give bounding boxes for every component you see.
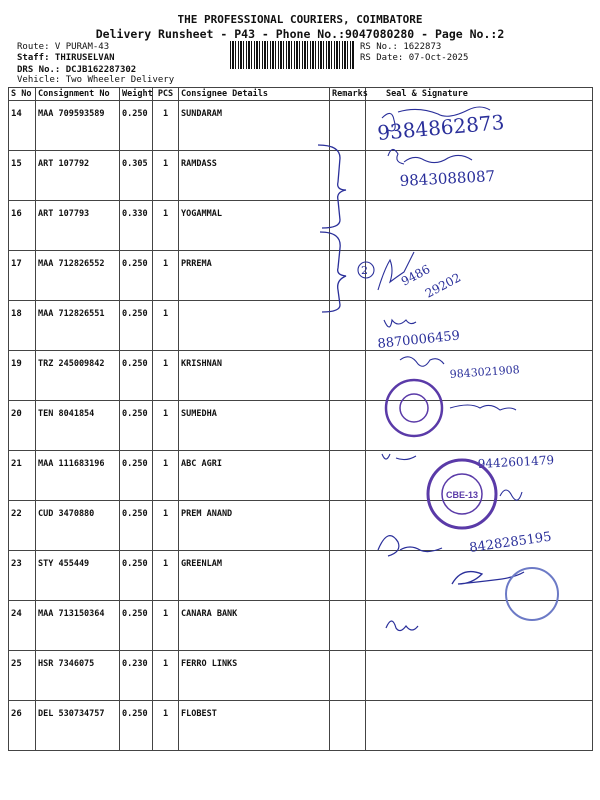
cell-weight: 0.250 xyxy=(120,351,153,401)
cell-consignee xyxy=(179,301,330,351)
table-row xyxy=(9,551,593,601)
cell-remarks xyxy=(330,351,366,401)
cell-consignment: ART 107793 xyxy=(36,201,120,251)
cell-weight: 0.250 xyxy=(120,301,153,351)
cell-pcs: 1 xyxy=(153,251,179,301)
cell-remarks xyxy=(330,201,366,251)
cell-sno: 17 xyxy=(9,251,36,301)
cell-consignee: FLOBEST xyxy=(179,701,330,751)
cell-remarks xyxy=(330,151,366,201)
runsheet-title: Delivery Runsheet - P43 - Phone No.:9047080280 - Page No.:2 xyxy=(95,27,505,41)
phone-15: 9843088087 xyxy=(399,167,496,190)
col-remarks: Remarks xyxy=(330,88,366,101)
cell-consignment: TRZ 245009842 xyxy=(36,351,120,401)
cell-pcs: 1 xyxy=(153,151,179,201)
cell-sno: 14 xyxy=(9,101,36,151)
table-row xyxy=(9,351,593,401)
cell-sno: 26 xyxy=(9,701,36,751)
cell-weight: 0.250 xyxy=(120,101,153,151)
cell-remarks xyxy=(330,651,366,701)
cell-weight: 0.250 xyxy=(120,251,153,301)
table-row xyxy=(9,601,593,651)
cell-weight: 0.305 xyxy=(120,151,153,201)
cell-remarks xyxy=(330,301,366,351)
cell-signature xyxy=(366,401,593,451)
rs-no-label: RS No.: 1622873 xyxy=(360,42,442,52)
drs-label: DRS No.: DCJB162287302 xyxy=(17,65,137,75)
col-signature: Seal & Signature xyxy=(366,88,593,101)
phone-18b: 29202 xyxy=(422,270,464,301)
cell-remarks xyxy=(330,501,366,551)
cell-signature xyxy=(366,551,593,601)
cell-consignee: YOGAMMAL xyxy=(179,201,330,251)
cell-remarks xyxy=(330,551,366,601)
cell-consignee: SUMEDHA xyxy=(179,401,330,451)
table-header-row xyxy=(9,88,593,101)
runsheet-table xyxy=(8,87,593,751)
cell-signature xyxy=(366,501,593,551)
cell-weight: 0.250 xyxy=(120,551,153,601)
cell-sno: 18 xyxy=(9,301,36,351)
cell-pcs: 1 xyxy=(153,651,179,701)
table-row xyxy=(9,201,593,251)
cell-remarks xyxy=(330,601,366,651)
cell-weight: 0.230 xyxy=(120,651,153,701)
cell-pcs: 1 xyxy=(153,501,179,551)
phone-19: 8870006459 xyxy=(376,328,461,352)
cell-pcs: 1 xyxy=(153,551,179,601)
col-sno: S No xyxy=(9,88,36,101)
cell-sno: 24 xyxy=(9,601,36,651)
cell-consignee: CANARA BANK xyxy=(179,601,330,651)
col-weight: Weight xyxy=(120,88,153,101)
col-pcs: PCS xyxy=(153,88,179,101)
cell-consignee: SUNDARAM xyxy=(179,101,330,151)
cell-consignment: MAA 712826551 xyxy=(36,301,120,351)
cell-consignment: HSR 7346075 xyxy=(36,651,120,701)
cell-consignment: MAA 111683196 xyxy=(36,451,120,501)
cell-consignee: PREM ANAND xyxy=(179,501,330,551)
barcode xyxy=(230,41,355,69)
cell-remarks xyxy=(330,251,366,301)
cell-sno: 19 xyxy=(9,351,36,401)
cell-sno: 15 xyxy=(9,151,36,201)
cell-signature xyxy=(366,251,593,301)
cell-weight: 0.330 xyxy=(120,201,153,251)
table-row xyxy=(9,501,593,551)
cell-signature xyxy=(366,701,593,751)
cell-signature xyxy=(366,201,593,251)
cell-pcs: 1 xyxy=(153,601,179,651)
cell-consignment: MAA 712826552 xyxy=(36,251,120,301)
cell-weight: 0.250 xyxy=(120,501,153,551)
cell-weight: 0.250 xyxy=(120,701,153,751)
cell-signature xyxy=(366,651,593,701)
cell-signature xyxy=(366,151,593,201)
cell-consignee: RAMDASS xyxy=(179,151,330,201)
cell-remarks xyxy=(330,701,366,751)
cell-sno: 22 xyxy=(9,501,36,551)
table-row xyxy=(9,701,593,751)
cell-consignment: DEL 530734757 xyxy=(36,701,120,751)
cell-pcs: 1 xyxy=(153,101,179,151)
cell-pcs: 1 xyxy=(153,401,179,451)
cell-consignment: MAA 713150364 xyxy=(36,601,120,651)
cell-pcs: 1 xyxy=(153,301,179,351)
cell-weight: 0.250 xyxy=(120,451,153,501)
table-row xyxy=(9,651,593,701)
cell-remarks xyxy=(330,101,366,151)
table-row xyxy=(9,451,593,501)
col-consignee: Consignee Details xyxy=(179,88,330,101)
cell-weight: 0.250 xyxy=(120,401,153,451)
cell-pcs: 1 xyxy=(153,451,179,501)
company-title: THE PROFESSIONAL COURIERS, COIMBATORE xyxy=(177,13,423,26)
route-label: Route: V PURAM-43 xyxy=(17,42,110,52)
staff-label: Staff: THIRUSELVAN xyxy=(17,53,115,63)
phone-14: 9384862873 xyxy=(376,109,506,145)
cell-consignment: CUD 3470880 xyxy=(36,501,120,551)
cell-consignment: STY 455449 xyxy=(36,551,120,601)
col-consignment: Consignment No xyxy=(36,88,120,101)
cell-signature xyxy=(366,601,593,651)
greenlam-stamp-center: CBE-13 xyxy=(445,490,479,500)
cell-pcs: 1 xyxy=(153,701,179,751)
cell-consignee: FERRO LINKS xyxy=(179,651,330,701)
cell-remarks xyxy=(330,451,366,501)
cell-signature xyxy=(366,451,593,501)
cell-consignment: ART 107792 xyxy=(36,151,120,201)
cell-sno: 16 xyxy=(9,201,36,251)
table-row xyxy=(9,101,593,151)
cell-consignee: PRREMA xyxy=(179,251,330,301)
rs-date-label: RS Date: 07-Oct-2025 xyxy=(360,53,469,63)
cell-pcs: 1 xyxy=(153,351,179,401)
cell-remarks xyxy=(330,401,366,451)
cell-consignee: ABC AGRI xyxy=(179,451,330,501)
cell-signature xyxy=(366,301,593,351)
phone-20: 9843021908 xyxy=(449,363,521,381)
cell-consignee: GREENLAM xyxy=(179,551,330,601)
cell-sno: 21 xyxy=(9,451,36,501)
phone-22: 9442601479 xyxy=(477,453,555,471)
table-row xyxy=(9,301,593,351)
cell-sno: 23 xyxy=(9,551,36,601)
cell-weight: 0.250 xyxy=(120,601,153,651)
table-row xyxy=(9,401,593,451)
cell-sno: 20 xyxy=(9,401,36,451)
table-row xyxy=(9,151,593,201)
cell-consignment: MAA 709593589 xyxy=(36,101,120,151)
cell-consignment: TEN 8041854 xyxy=(36,401,120,451)
phone-18a: 9486 xyxy=(398,261,433,289)
phone-24: 8428285195 xyxy=(468,529,553,556)
vehicle-label: Vehicle: Two Wheeler Delivery xyxy=(17,75,175,85)
cell-signature xyxy=(366,101,593,151)
cell-consignee: KRISHNAN xyxy=(179,351,330,401)
cell-signature xyxy=(366,351,593,401)
cell-pcs: 1 xyxy=(153,201,179,251)
cell-sno: 25 xyxy=(9,651,36,701)
circle-number-18: 2 xyxy=(361,264,368,277)
table-row xyxy=(9,251,593,301)
